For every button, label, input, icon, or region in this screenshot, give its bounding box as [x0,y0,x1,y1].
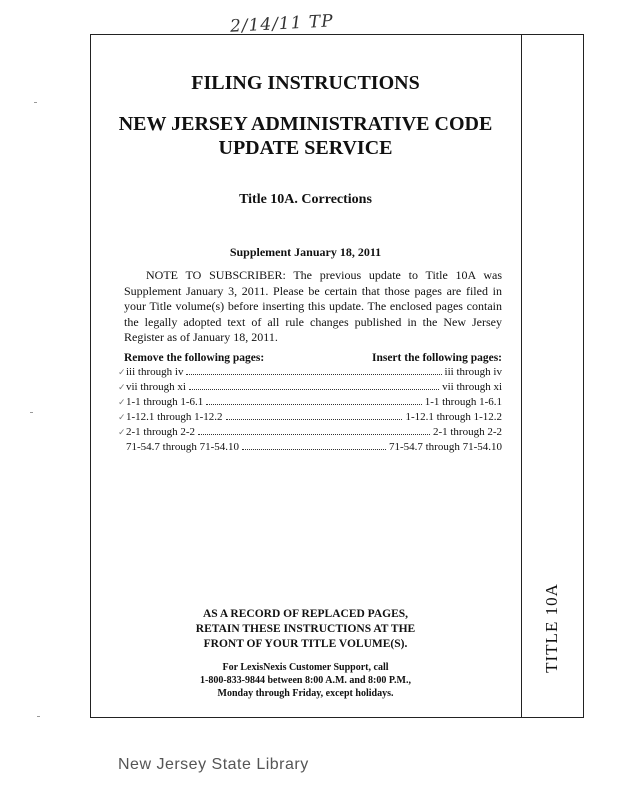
page-title: FILING INSTRUCTIONS [191,72,420,94]
subscriber-note: NOTE TO SUBSCRIBER: The previous update to Title 10A was Supplement January 3, 2011. Please be certain that those pages are filed in your Title volume(s) before inserting this update. The enclosed pages contain the legally adopted text of all rule changes published in the New Jersey Register as of January 18, 2011. [124,268,502,344]
retain-line1: AS A RECORD OF REPLACED PAGES, [202,608,409,620]
table-row [118,365,502,380]
leader-dots [242,449,386,450]
checkmark-icon: ✓ [118,382,126,392]
pages-table-header [124,352,502,364]
supplement-date: Supplement January 18, 2011 [229,245,382,259]
insert-header: Insert the following pages: [371,352,502,364]
scan-speck [34,102,37,103]
checkmark-icon: ✓ [118,412,126,422]
spine-label: TITLE 10A [542,583,561,673]
checkmark-icon: ✓ [118,427,126,437]
leader-dots [198,434,430,435]
support-line1: For LexisNexis Customer Support, call [222,662,389,673]
insert-pages: vii through xi [442,381,502,393]
support-line2: 1-800-833-9844 between 8:00 A.M. and 8:00 P.M., [199,675,411,686]
spine-divider [521,34,522,718]
leader-dots [226,419,403,420]
table-row [118,395,502,410]
leader-dots [186,374,441,375]
remove-pages: 2-1 through 2-2 [126,426,196,438]
retain-notice [90,607,521,652]
retain-line2: RETAIN THESE INSTRUCTIONS AT THE [195,623,416,635]
leader-dots [189,389,439,390]
table-row [118,440,502,455]
customer-support [90,661,521,700]
remove-pages: 1-12.1 through 1-12.2 [126,411,223,423]
scan-speck [37,716,40,717]
code-heading-line1: NEW JERSEY ADMINISTRATIVE CODE [118,113,493,135]
remove-pages: iii through iv [126,366,184,378]
insert-pages: 1-1 through 1-6.1 [424,396,502,408]
remove-pages: 1-1 through 1-6.1 [126,396,204,408]
library-stamp: New Jersey State Library [118,756,309,773]
insert-pages: 1-12.1 through 1-12.2 [405,411,502,423]
insert-pages: 2-1 through 2-2 [432,426,502,438]
insert-pages: iii through iv [444,366,502,378]
code-heading [90,112,521,160]
table-row [118,380,502,395]
checkmark-icon: ✓ [118,367,126,377]
table-row [118,425,502,440]
handwritten-note: 2/14/11 TP [229,11,335,37]
leader-dots [206,404,421,405]
scan-speck [30,412,33,413]
pages-table [118,365,502,455]
remove-pages: vii through xi [126,381,186,393]
code-heading-line2: UPDATE SERVICE [218,137,393,159]
remove-pages: 71-54.7 through 71-54.10 [126,441,240,453]
table-row [118,410,502,425]
remove-header: Remove the following pages: [124,352,265,364]
title-name: Title 10A. Corrections [239,192,372,207]
insert-pages: 71-54.7 through 71-54.10 [388,441,502,453]
checkmark-icon: ✓ [118,397,126,407]
support-line3: Monday through Friday, except holidays. [217,688,394,699]
retain-line3: FRONT OF YOUR TITLE VOLUME(S). [203,638,408,650]
